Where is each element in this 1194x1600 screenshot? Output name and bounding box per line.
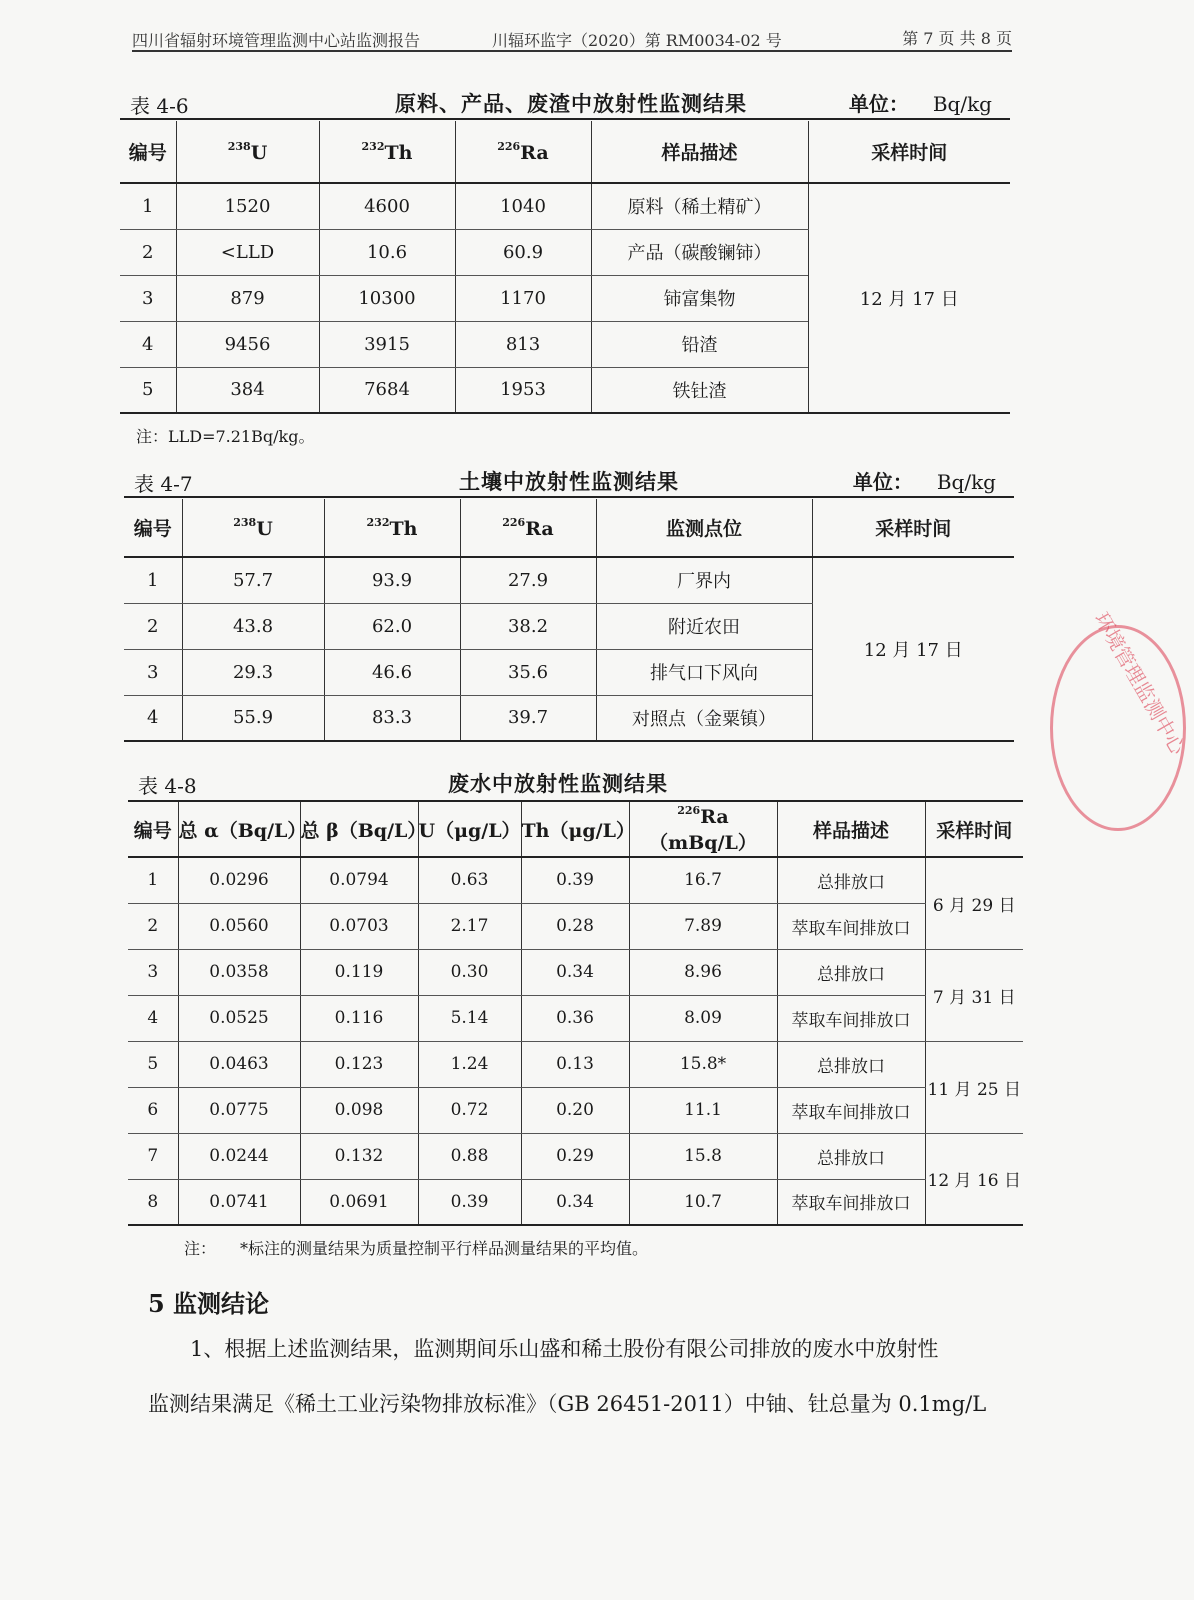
header-doc-no: 川辐环监字（2020）第 RM0034-02 号: [492, 31, 782, 50]
cell: 0.39: [521, 857, 629, 903]
cell: 0.116: [300, 995, 418, 1041]
table46-header-desc: 样品描述: [591, 121, 808, 183]
table46-header-u238: [176, 121, 319, 183]
cell: 2: [120, 229, 176, 275]
cell: 1953: [455, 367, 591, 413]
cell: 8.09: [629, 995, 777, 1041]
cell: 1520: [176, 183, 319, 229]
cell: 0.20: [521, 1087, 629, 1133]
cell: <LLD: [176, 229, 319, 275]
table47-header-date: 采样时间: [812, 499, 1014, 557]
table-row: [128, 1041, 1023, 1087]
cell: 5.14: [418, 995, 521, 1041]
table-row: [128, 1133, 1023, 1179]
sup-226: 226: [497, 139, 521, 153]
elem-ra: Ra: [525, 517, 554, 540]
cell: 0.0691: [300, 1179, 418, 1225]
cell: 0.0703: [300, 903, 418, 949]
table48-title: 废水中放射性监测结果: [448, 771, 668, 796]
cell: 3: [120, 275, 176, 321]
cell: 43.8: [182, 603, 324, 649]
cell: 总排放口: [777, 1133, 925, 1179]
elem-u: U: [256, 517, 273, 540]
table48-caption: [128, 768, 1018, 798]
cell: 83.3: [324, 695, 460, 741]
table46-caption: [120, 88, 1010, 120]
cell: 0.39: [418, 1179, 521, 1225]
cell: 7: [128, 1133, 178, 1179]
table48-date-2: 7 月 31 日: [925, 949, 1023, 1041]
cell: 排气口下风向: [596, 649, 812, 695]
cell: 铅渣: [591, 321, 808, 367]
cell: 3: [124, 649, 182, 695]
table46-header-th232: [319, 121, 455, 183]
section5-title: 5 监测结论: [148, 1289, 270, 1318]
cell: 0.0463: [178, 1041, 300, 1087]
cell: 0.0741: [178, 1179, 300, 1225]
table46-header-ra226: [455, 121, 591, 183]
cell: 7.89: [629, 903, 777, 949]
cell: 0.0358: [178, 949, 300, 995]
cell: 0.0560: [178, 903, 300, 949]
elem-u: U: [250, 141, 268, 164]
table48-header-date: 采样时间: [925, 801, 1023, 857]
table-row: [128, 1179, 1023, 1225]
table46-date: 12 月 17 日: [808, 183, 1010, 413]
table46-unit-value: Bq/kg: [932, 92, 992, 116]
table46-header-id: 编号: [120, 121, 176, 183]
table-row: [124, 557, 1014, 603]
cell: 3915: [319, 321, 455, 367]
cell: 6: [128, 1087, 178, 1133]
table-row: [128, 903, 1023, 949]
cell: 813: [455, 321, 591, 367]
cell: 0.13: [521, 1041, 629, 1087]
cell: 0.098: [300, 1087, 418, 1133]
table47: [124, 499, 1014, 742]
cell: 10.6: [319, 229, 455, 275]
cell: 铈富集物: [591, 275, 808, 321]
cell: 1: [128, 857, 178, 903]
table48-header-th: Th（μg/L）: [521, 801, 629, 857]
cell: 萃取车间排放口: [777, 1179, 925, 1225]
cell: 0.132: [300, 1133, 418, 1179]
cell: 附近农田: [596, 603, 812, 649]
table46-number: 表 4-6: [130, 94, 189, 118]
cell: 1170: [455, 275, 591, 321]
sup-232: 232: [361, 139, 385, 153]
cell: 0.123: [300, 1041, 418, 1087]
cell: 3: [128, 949, 178, 995]
cell: 15.8*: [629, 1041, 777, 1087]
cell: 0.72: [418, 1087, 521, 1133]
table47-unit-value: Bq/kg: [936, 470, 996, 494]
cell: 0.0525: [178, 995, 300, 1041]
cell: 4: [120, 321, 176, 367]
cell: 384: [176, 367, 319, 413]
cell: 11.1: [629, 1087, 777, 1133]
cell: 0.0244: [178, 1133, 300, 1179]
cell: 1: [124, 557, 182, 603]
table47-header-u238: [182, 499, 324, 557]
table48-note: [184, 1236, 648, 1259]
cell: 4: [128, 995, 178, 1041]
table46-unit: [849, 88, 992, 117]
cell: 62.0: [324, 603, 460, 649]
table48-date-1: 6 月 29 日: [925, 857, 1023, 949]
sup-238: 238: [233, 515, 257, 529]
cell: 2: [128, 903, 178, 949]
cell: 39.7: [460, 695, 596, 741]
cell: 0.0775: [178, 1087, 300, 1133]
table46: [120, 121, 1010, 414]
header-page: 第 7 页 共 8 页: [902, 29, 1012, 48]
elem-ra-unit: Ra（mBq/L）: [649, 805, 757, 854]
cell: 46.6: [324, 649, 460, 695]
table48-note-label: 注：: [184, 1239, 217, 1258]
table48-note-text: *标注的测量结果为质量控制平行样品测量结果的平均值。: [240, 1239, 649, 1258]
cell: 铁钍渣: [591, 367, 808, 413]
cell: 0.119: [300, 949, 418, 995]
cell: 0.34: [521, 1179, 629, 1225]
table47-header-th232: [324, 499, 460, 557]
table47-header-id: 编号: [124, 499, 182, 557]
sup-226: 226: [677, 803, 701, 817]
cell: 10.7: [629, 1179, 777, 1225]
cell: 38.2: [460, 603, 596, 649]
cell: 总排放口: [777, 949, 925, 995]
cell: 0.0794: [300, 857, 418, 903]
cell: 16.7: [629, 857, 777, 903]
cell: 0.63: [418, 857, 521, 903]
cell: 0.0296: [178, 857, 300, 903]
table47-unit: [853, 466, 996, 495]
table47-header-point: 监测点位: [596, 499, 812, 557]
cell: 879: [176, 275, 319, 321]
sup-226: 226: [502, 515, 526, 529]
cell: 60.9: [455, 229, 591, 275]
cell: 萃取车间排放口: [777, 1087, 925, 1133]
cell: 93.9: [324, 557, 460, 603]
table-row: [128, 1087, 1023, 1133]
table47-date: 12 月 17 日: [812, 557, 1014, 741]
table46-title: 原料、产品、废渣中放射性监测结果: [395, 91, 747, 116]
header-org: 四川省辐射环境管理监测中心站监测报告: [132, 31, 421, 50]
table47-number: 表 4-7: [134, 472, 193, 496]
cell: 萃取车间排放口: [777, 903, 925, 949]
cell: 10300: [319, 275, 455, 321]
cell: 15.8: [629, 1133, 777, 1179]
sup-232: 232: [366, 515, 390, 529]
table46-header-date: 采样时间: [808, 121, 1010, 183]
section5-paragraph-line1: 1、根据上述监测结果，监测期间乐山盛和稀土股份有限公司排放的废水中放射性: [190, 1337, 939, 1361]
cell: 7684: [319, 367, 455, 413]
sup-238: 238: [227, 139, 251, 153]
table48-number: 表 4-8: [138, 774, 197, 798]
table-row: [128, 857, 1023, 903]
cell: 5: [128, 1041, 178, 1087]
cell: 原料（稀土精矿）: [591, 183, 808, 229]
cell: 厂界内: [596, 557, 812, 603]
cell: 总排放口: [777, 1041, 925, 1087]
cell: 4: [124, 695, 182, 741]
cell: 27.9: [460, 557, 596, 603]
table48-header-alpha: 总 α（Bq/L）: [178, 801, 300, 857]
cell: 0.29: [521, 1133, 629, 1179]
table-row: [128, 995, 1023, 1041]
cell: 5: [120, 367, 176, 413]
elem-ra: Ra: [520, 141, 549, 164]
cell: 0.36: [521, 995, 629, 1041]
cell: 4600: [319, 183, 455, 229]
table46-note: 注：LLD=7.21Bq/kg。: [136, 427, 315, 446]
table48: [128, 800, 1023, 1226]
cell: 8.96: [629, 949, 777, 995]
table48-header-u: U（μg/L）: [418, 801, 521, 857]
cell: 1: [120, 183, 176, 229]
cell: 0.34: [521, 949, 629, 995]
cell: 0.88: [418, 1133, 521, 1179]
cell: 1040: [455, 183, 591, 229]
table47-title: 土壤中放射性监测结果: [459, 469, 679, 494]
cell: 8: [128, 1179, 178, 1225]
table-row: [120, 183, 1010, 229]
table48-header-id: 编号: [128, 801, 178, 857]
cell: 0.30: [418, 949, 521, 995]
table48-header-desc: 样品描述: [777, 801, 925, 857]
official-seal-stamp: [1050, 607, 1191, 831]
cell: 0.28: [521, 903, 629, 949]
elem-th: Th: [389, 517, 418, 540]
cell: 总排放口: [777, 857, 925, 903]
cell: 57.7: [182, 557, 324, 603]
cell: 产品（碳酸镧铈）: [591, 229, 808, 275]
table48-date-3: 11 月 25 日: [925, 1041, 1023, 1133]
table47-caption: [124, 466, 1014, 498]
page-header: [132, 24, 1012, 52]
cell: 2: [124, 603, 182, 649]
table47-unit-label: 单位：: [852, 470, 913, 494]
cell: 萃取车间排放口: [777, 995, 925, 1041]
cell: 55.9: [182, 695, 324, 741]
table-row: [128, 949, 1023, 995]
cell: 29.3: [182, 649, 324, 695]
cell: 35.6: [460, 649, 596, 695]
cell: 9456: [176, 321, 319, 367]
table46-unit-label: 单位：: [848, 92, 909, 116]
seal-text: 环境管理监测中心: [1089, 607, 1191, 759]
table48-header-ra226: [629, 801, 777, 857]
cell: 2.17: [418, 903, 521, 949]
cell: 对照点（金粟镇）: [596, 695, 812, 741]
table47-header-ra226: [460, 499, 596, 557]
section5-paragraph-line2: 监测结果满足《稀土工业污染物排放标准》（GB 26451-2011）中铀、钍总量为 0.1mg/L: [148, 1392, 987, 1416]
table48-date-4: 12 月 16 日: [925, 1133, 1023, 1225]
cell: 1.24: [418, 1041, 521, 1087]
elem-th: Th: [384, 141, 413, 164]
table48-header-beta: 总 β（Bq/L）: [300, 801, 418, 857]
